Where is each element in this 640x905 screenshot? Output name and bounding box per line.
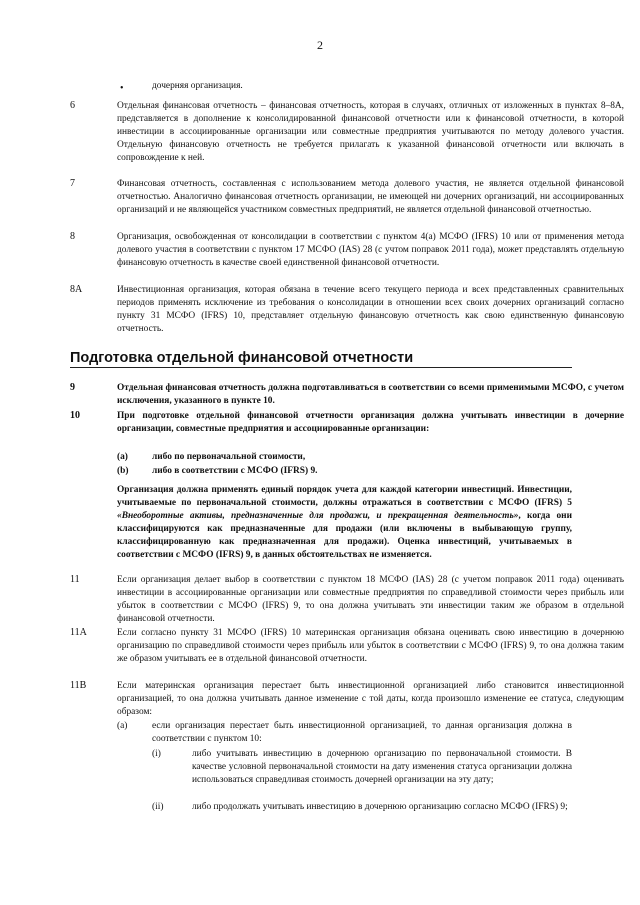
paragraph-text: Если согласно пункту 31 МСФО (IFRS) 10 материнская организация обязана оценивать свою инвестицию в дочернюю организацию по справедливой стоимости через прибыль или убыток в соответствии с МСФО (IFRS) 9, то она должна таким же образом учитывать ее в отдельной финансовой отчетности. — [117, 628, 624, 664]
paragraph-number: 6 — [70, 100, 75, 111]
section-heading: Подготовка отдельной финансовой отчетности — [70, 350, 572, 368]
paragraph-text: Инвестиционная организация, которая обязана в течение всего текущего периода и всех представленных сравнительных периодов применять исключение из требования о консолидации в отношении всех своих дочерних организаций согласно пункту 31 МСФО (IFRS) 10, представляет отдельную финансовую отчетность как свою единственную финансовую отчетность. — [117, 285, 624, 334]
item-label: (i) — [152, 749, 161, 759]
item-label: (a) — [117, 452, 128, 462]
paragraph-text: При подготовке отдельной финансовой отчетности организация должна учитывать инвестиции в дочерние организации, совместные предприятия и ассоциированные организации: — [117, 411, 624, 434]
item-label: (a) — [117, 721, 128, 731]
paragraph-number: 11B — [70, 680, 87, 691]
item-label: (ii) — [152, 802, 164, 812]
item-label: (b) — [117, 466, 129, 476]
bullet-text: дочерняя организация. — [152, 81, 243, 91]
paragraph-number: 9 — [70, 382, 75, 393]
item-text: либо учитывать инвестицию в дочернюю организацию по первоначальной стоимости. В качестве условной первоначальной стоимости на дату изменения статуса организации должна использоваться справедливая стоимость дочерней организации на эту дату; — [192, 749, 572, 785]
paragraph-10-continuation — [117, 484, 572, 562]
item-text: либо в соответствии с МСФО (IFRS) 9. — [152, 466, 318, 476]
paragraph-number: 11 — [70, 574, 80, 585]
paragraph-text: Если организация делает выбор в соответствии с пунктом 18 МСФО (IAS) 28 (с учетом поправок 2011 года) оценивать инвестиции в ассоциированные организации или совместные предприятия по справедливой стоимости через прибыль или убыток в соответствии с МСФО (IFRS) 9, то она должна учитывать эти инвестиции таким же образом в отдельной финансовой отчетности. — [117, 575, 624, 624]
paragraph-text: Отдельная финансовая отчетность – финансовая отчетность, которая в случаях, отличных от изложенных в пунктах 8–8А, представляется в дополнение к консолидированной финансовой отчетности или к финансовой отчетности, в которой инвестиции в ассоциированные организации или совместные предприятия учитываются по методу долевого участия. Отдельную финансовую отчетность не требуется прилагать к указанной финансовой отчетности или включать в сопровождение к ней. — [117, 101, 624, 163]
ifrs5-title: «Внеоборотные активы, предназначенные для продажи, и прекращенная деятельность» — [117, 511, 519, 521]
paragraph-text: Финансовая отчетность, составленная с использованием метода долевого участия, не является отдельной финансовой отчетностью. Аналогично финансовая отчетность организации, не имеющей ни дочерних организаций, ни ассоциированных организаций и не являющейся участником совместных предприятий, не является отдельной финансовой отчетностью. — [117, 179, 624, 215]
continuation-text-a: Организация должна применять единый порядок учета для каждой категории инвестиций. Инвестиции, учитываемые по первоначальной стоимости, должны отражаться в соответствии с МСФО (IFRS) 5 — [117, 485, 572, 508]
paragraph-text: Если материнская организация перестает быть инвестиционной организацией либо становится инвестиционной организацией, то она должна учитывать данное изменение с той даты, когда произошло изменение ее статуса, следующим образом: — [117, 681, 624, 717]
item-text: либо продолжать учитывать инвестицию в дочернюю организацию согласно МСФО (IFRS) 9; — [192, 802, 568, 812]
paragraph-number: 7 — [70, 178, 75, 189]
continuation-text-b: , когда они классифицируются как предназначенные для продажи (или включены в выбывающую группу, классифицированную как предназначенная для продажи). Оценка инвестиций, учитываемых в соответствии с МСФО (IFRS) 9, в данных обстоятельствах не изменяется. — [117, 511, 572, 560]
paragraph-number: 10 — [70, 410, 80, 421]
page-number: 2 — [317, 38, 323, 52]
paragraph-number: 11A — [70, 627, 87, 638]
paragraph-text: Отдельная финансовая отчетность должна подготавливаться в соответствии со всеми применимыми МСФО, с учетом исключения, указанного в пункте 10. — [117, 383, 624, 406]
item-text: либо по первоначальной стоимости, — [152, 452, 306, 462]
item-text: если организация перестает быть инвестиционной организацией, то данная организация должна в соответствии с пунктом 10: — [152, 721, 572, 744]
paragraph-number: 8 — [70, 231, 75, 242]
paragraph-number: 8A — [70, 284, 83, 295]
bullet-symbol: • — [120, 83, 124, 94]
paragraph-text: Организация, освобожденная от консолидации в соответствии с пунктом 4(a) МСФО (IFRS) 10 или от применения метода долевого участия в соответствии с пунктом 17 МСФО (IAS) 28 (с учтом поправок 2011 года), может представлять отдельную финансовую отчетность в качестве своей единственной финансовой отчетности. — [117, 232, 624, 268]
